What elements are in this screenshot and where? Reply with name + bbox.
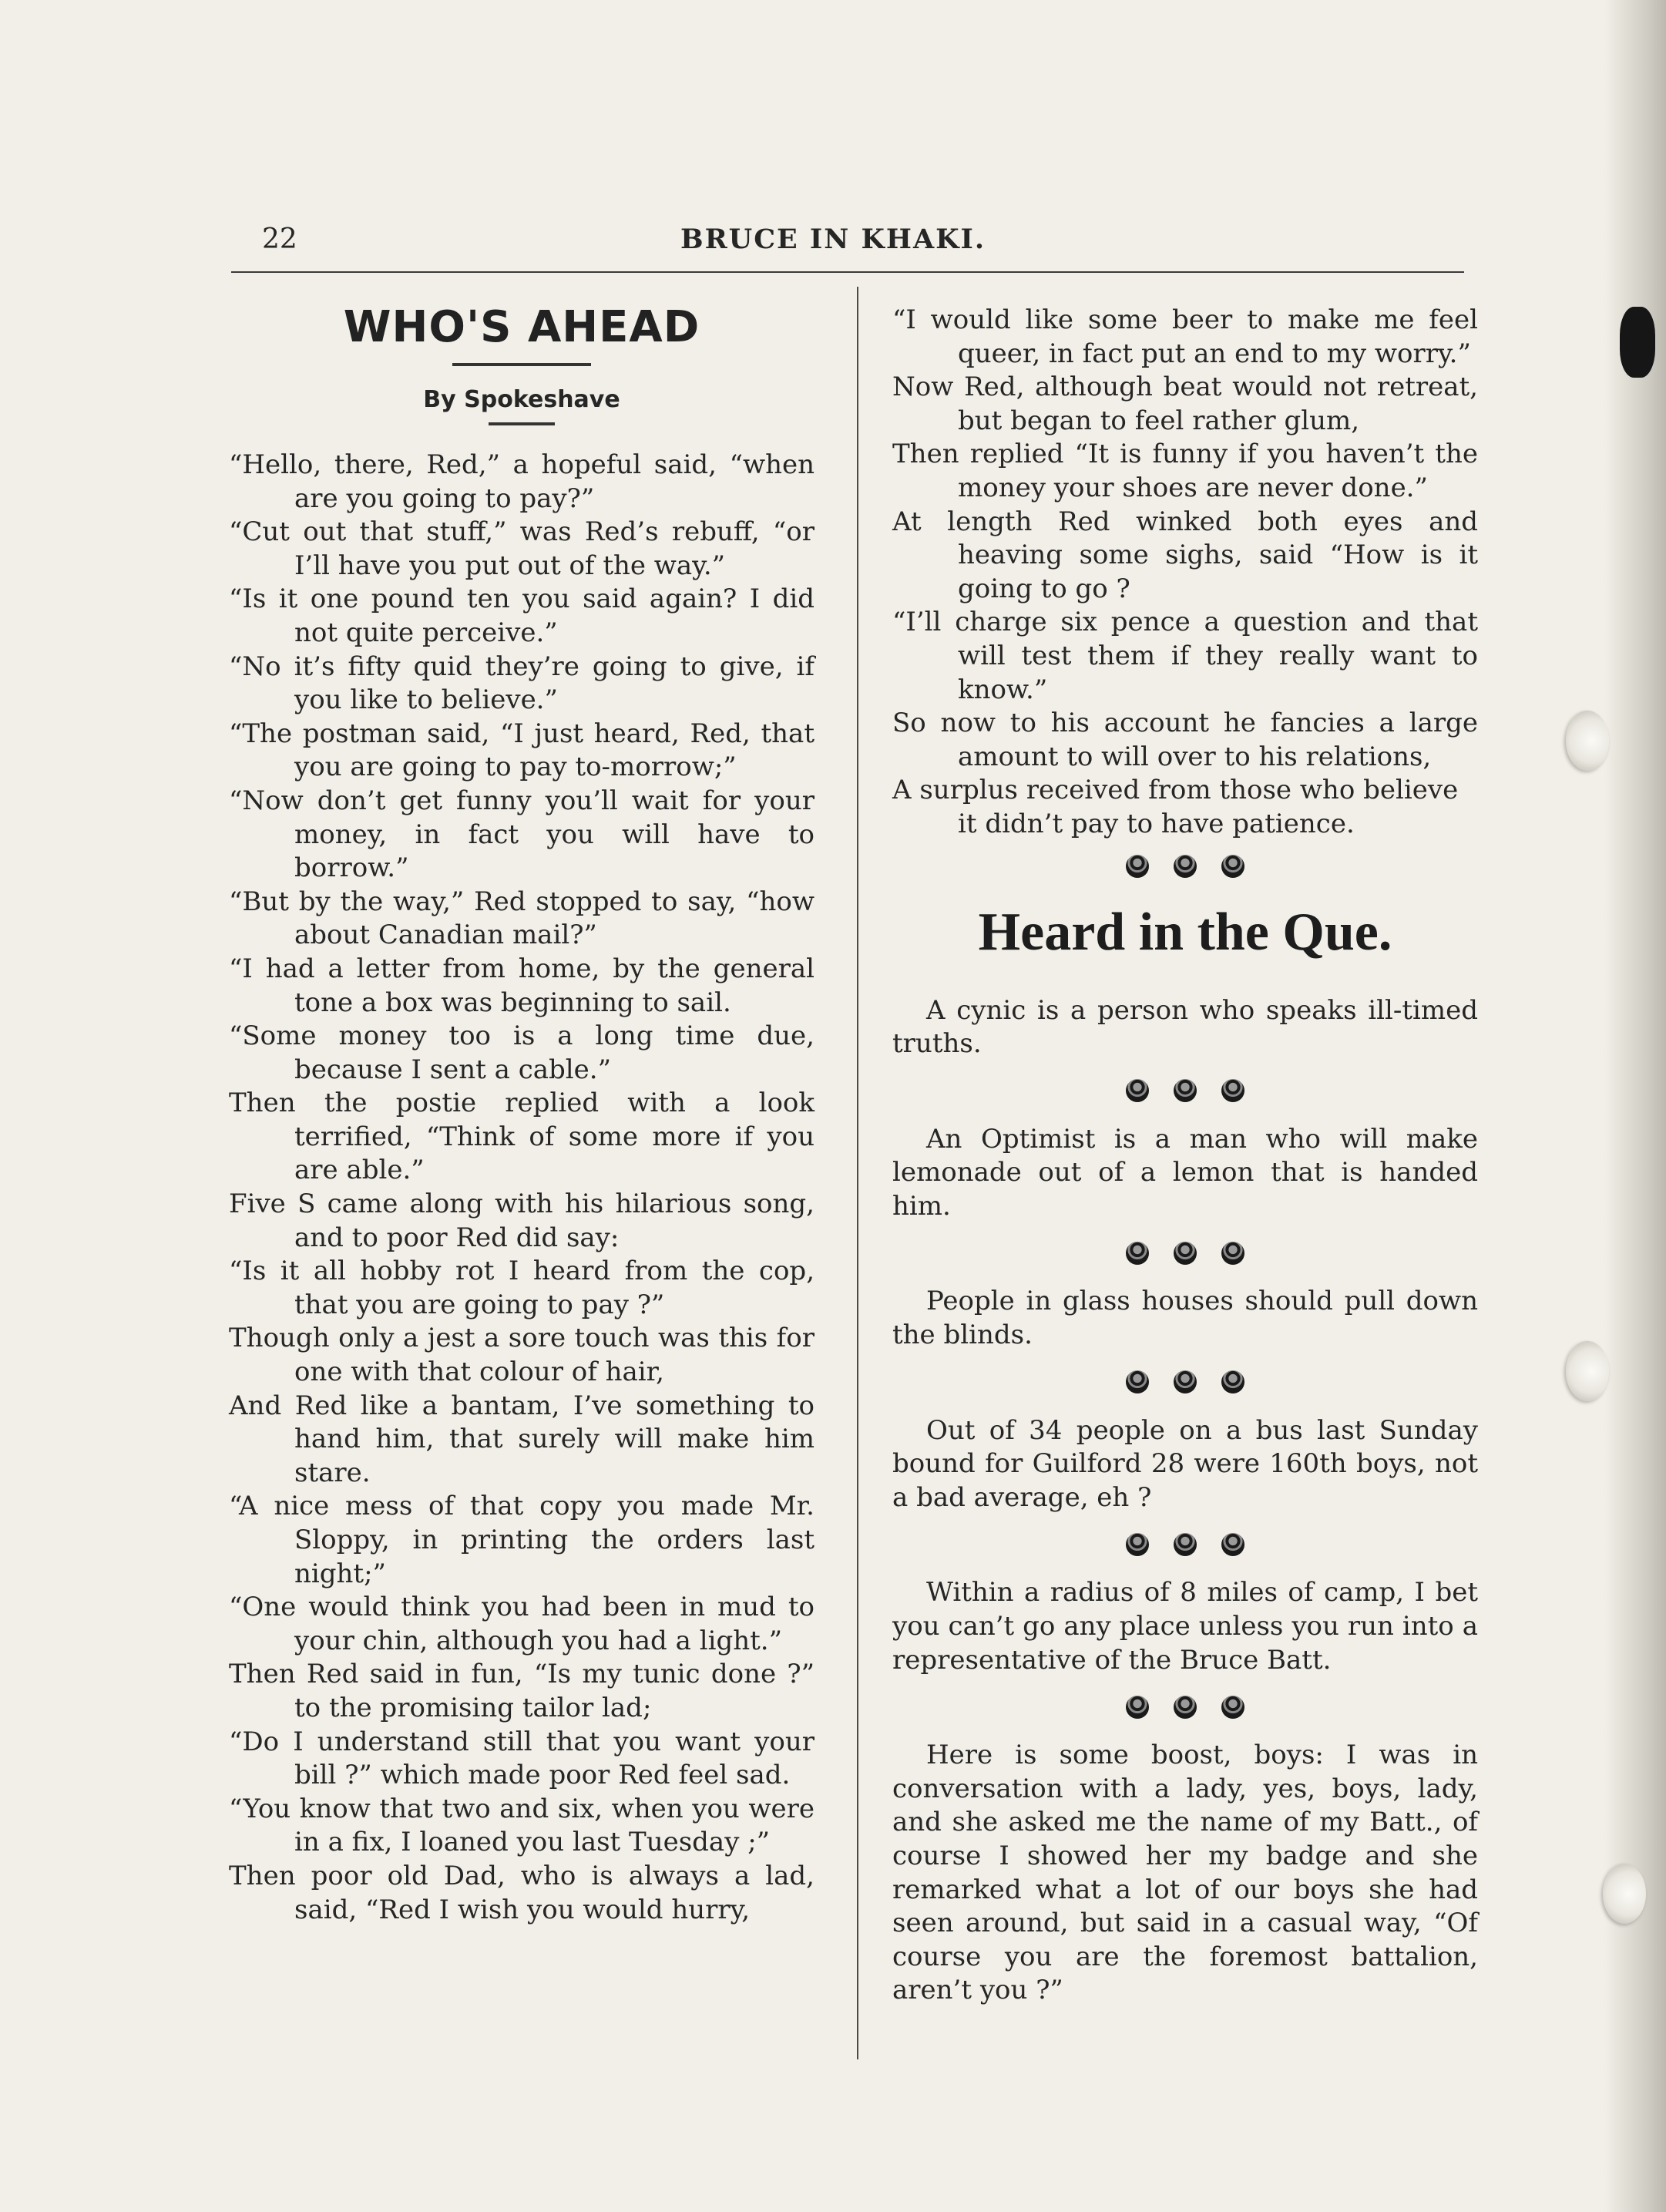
- right-column: [892, 304, 1478, 2012]
- title-rule: [452, 363, 591, 366]
- poem-verse: [229, 449, 815, 1927]
- rosette-ornament-icon: [1126, 1533, 1149, 1556]
- rosette-ornament-icon: [1221, 1370, 1244, 1393]
- rosette-ornament-icon: [1221, 855, 1244, 878]
- verse-line: “One would think you had been in mud to your chin, although you had a light.”: [229, 1592, 815, 1656]
- ornament-divider: [892, 1066, 1478, 1115]
- rosette-ornament-icon: [1126, 1242, 1149, 1265]
- verse-line: “You know that two and six, when you were in a fix, I loaned you last Tuesday ;”: [229, 1793, 815, 1858]
- ornament-divider: [892, 1357, 1478, 1407]
- rosette-ornament-icon: [1174, 1370, 1197, 1393]
- rosette-ornament-icon: [1174, 1242, 1197, 1265]
- page-number: 22: [262, 224, 297, 255]
- rosette-ornament-icon: [1126, 855, 1149, 878]
- ornament-divider: [892, 1228, 1478, 1277]
- verse-line: Then replied “It is funny if you haven’t the money your shoes are never done.”: [892, 439, 1478, 503]
- verse-line: Though only a jest a sore touch was this for one with that colour of hair,: [229, 1323, 815, 1388]
- rosette-ornament-icon: [1221, 1533, 1244, 1556]
- section-title: Heard in the Que.: [978, 902, 1392, 962]
- rosette-ornament-icon: [1174, 1533, 1197, 1556]
- column-divider: [857, 287, 858, 2059]
- punch-hole-icon: [1566, 1341, 1609, 1401]
- rosette-ornament-icon: [1126, 1370, 1149, 1393]
- running-header: [231, 224, 1464, 262]
- ornament-divider: [892, 1519, 1478, 1568]
- punch-hole-icon: [1566, 711, 1609, 771]
- verse-line: Then poor old Dad, who is always a lad, said, “Red I wish you would hurry,: [229, 1860, 815, 1925]
- que-item: Here is some boost, boys: I was in conversation with a lady, yes, boys, lady, and she asked me the name of my Batt., of course I showed her my badge and she remarked what a lot of our boys she had seen around, but said in a casual way, “Of course you are the foremost battalion, aren’t you ?”: [892, 1740, 1478, 2006]
- verse-line: “Hello, there, Red,” a hopeful said, “when are you going to pay?”: [229, 449, 815, 514]
- rosette-ornament-icon: [1126, 1696, 1149, 1719]
- verse-line: “The postman said, “I just heard, Red, that you are going to pay to-morrow;”: [229, 718, 815, 783]
- verse-line: At length Red winked both eyes and heaving some sighs, said “How is it going to go ?: [892, 506, 1478, 604]
- verse-line: “Now don’t get funny you’ll wait for your money, in fact you will have to borrow.”: [229, 785, 815, 884]
- verse-line: “Cut out that stuff,” was Red’s rebuff, “or I’ll have you put out of the way.”: [229, 516, 815, 581]
- verse-line: A surplus received from those who believe it didn’t pay to have patience.: [892, 775, 1459, 839]
- byline: By Spokeshave: [423, 386, 620, 413]
- verse-line: Then Red said in fun, “Is my tunic done ?” to the promising tailor lad;: [229, 1659, 815, 1723]
- byline-rule: [489, 422, 555, 425]
- ornament-divider: [892, 842, 1478, 891]
- ornament-divider: [892, 1682, 1478, 1731]
- rosette-ornament-icon: [1221, 1696, 1244, 1719]
- que-item: Out of 34 people on a bus last Sunday bound for Guilford 28 were 160th boys, not a bad average, eh ?: [892, 1414, 1478, 1513]
- verse-line: So now to his account he fancies a large amount to will over to his relations,: [892, 708, 1478, 772]
- verse-line: Five S came along with his hilarious song, and to poor Red did say:: [229, 1188, 815, 1253]
- verse-line: “But by the way,” Red stopped to say, “how about Canadian mail?”: [229, 886, 815, 951]
- article-title: WHO'S AHEAD: [343, 302, 700, 352]
- punch-hole-icon: [1603, 1864, 1646, 1924]
- verse-line: “Do I understand still that you want your bill ?” which made poor Red feel sad.: [229, 1726, 815, 1791]
- que-item: People in glass houses should pull down the blinds.: [892, 1286, 1478, 1351]
- rosette-ornament-icon: [1221, 1242, 1244, 1265]
- verse-line: “No it’s fifty quid they’re going to give, if you like to believe.”: [229, 650, 815, 716]
- poem-continued: [892, 304, 1478, 842]
- verse-line: “Some money too is a long time due, because I sent a cable.”: [229, 1020, 815, 1085]
- rosette-ornament-icon: [1174, 1696, 1197, 1719]
- verse-line: Now Red, although beat would not retreat, but began to feel rather glum,: [892, 371, 1478, 436]
- verse-line: “I would like some beer to make me feel queer, in fact put an end to my worry.”: [892, 304, 1478, 369]
- que-item: Within a radius of 8 miles of camp, I bet you can’t go any place unless you run into a representative of the Bruce Batt.: [892, 1577, 1478, 1676]
- left-column: [229, 291, 815, 1927]
- rosette-ornament-icon: [1126, 1079, 1149, 1102]
- verse-line: Then the postie replied with a look terrified, “Think of some more if you are able.”: [229, 1088, 815, 1186]
- header-rule: [231, 271, 1464, 273]
- rosette-ornament-icon: [1174, 1079, 1197, 1102]
- rosette-ornament-icon: [1174, 855, 1197, 878]
- verse-line: “I’ll charge six pence a question and that will test them if they really want to know.”: [892, 607, 1478, 705]
- verse-line: “Is it one pound ten you said again? I did not quite perceive.”: [229, 583, 815, 648]
- punch-hole-icon: [1620, 307, 1655, 378]
- publication-title: BRUCE IN KHAKI.: [680, 224, 986, 255]
- que-item: A cynic is a person who speaks ill-timed truths.: [892, 994, 1478, 1060]
- rosette-ornament-icon: [1221, 1079, 1244, 1102]
- verse-line: “I had a letter from home, by the general tone a box was beginning to sail.: [229, 953, 815, 1018]
- verse-line: And Red like a bantam, I’ve something to hand him, that surely will make him stare.: [229, 1390, 815, 1488]
- verse-line: “Is it all hobby rot I heard from the cop, that you are going to pay ?”: [229, 1256, 815, 1320]
- que-item: An Optimist is a man who will make lemonade out of a lemon that is handed him.: [892, 1123, 1478, 1222]
- verse-line: “A nice mess of that copy you made Mr. Sloppy, in printing the orders last night;”: [229, 1491, 815, 1589]
